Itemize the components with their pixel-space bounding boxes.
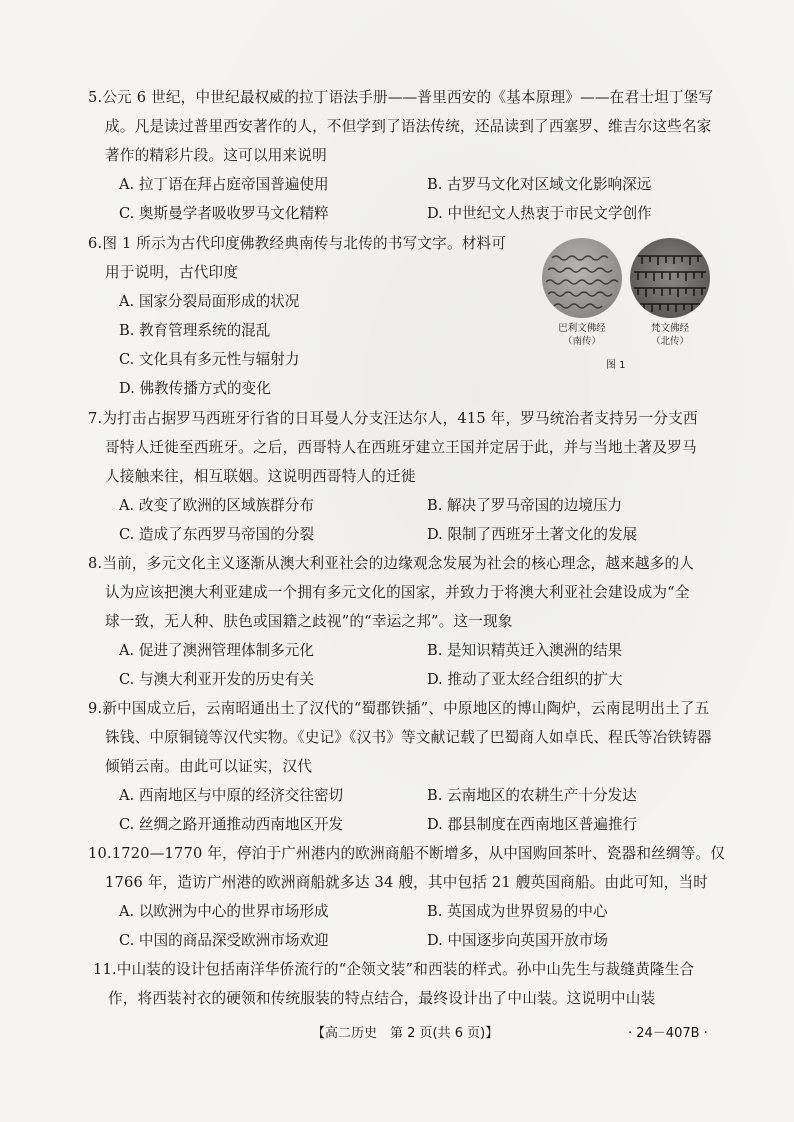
- caption-sanskrit-title: 梵文佛经: [650, 323, 689, 334]
- q10-stem-line1: 10.1720—1770 年，停泊于广州港内的欧洲商船不断增多，从中国购回茶叶、瓷器和丝绸等。仅: [88, 845, 726, 862]
- q5-stem-line3: 著作的精彩片段。这可以用来说明: [105, 147, 327, 164]
- q9-stem-line3: 倾销云南。由此可以证实，汉代: [105, 758, 313, 775]
- q11-stem-line1: 11.中山装的设计包括南洋华侨流行的“企领文装”和西装的样式。孙中山先生与裁缝黄隆生合: [93, 961, 695, 978]
- q8-stem-line3: 球一致，无人种、肤色或国籍之歧视”的“幸运之邦”。这一现象: [105, 613, 513, 630]
- page-footer-subject: 【高二历史 第 2 页(共 6 页)】: [312, 1026, 499, 1041]
- q6-stem-line2: 用于说明，古代印度: [105, 264, 239, 281]
- q9-option-c: C. 丝绸之路开通推动西南地区开发: [119, 816, 344, 833]
- q10-option-b: B. 英国成为世界贸易的中心: [427, 903, 608, 920]
- q5-stem-line1: 5.公元 6 世纪，中世纪最权威的拉丁语法手册——普里西安的《基本原理》——在君士坦丁堡写: [88, 89, 714, 106]
- figure-caption-pali: [542, 322, 622, 348]
- q7-stem-line2: 哥特人迁徙至西班牙。之后，西哥特人在西班牙建立王国并定居于此，并与当地土著及罗马: [105, 439, 697, 456]
- q5-option-c: C. 奥斯曼学者吸收罗马文化精粹: [119, 205, 329, 222]
- caption-pali-note: （南传）: [562, 336, 601, 347]
- q8-option-a: A. 促进了澳洲管理体制多元化: [119, 642, 314, 659]
- q11-stem-line2: 作，将西装衬衣的硬领和传统服装的特点结合，最终设计出了中山装。这说明中山装: [108, 990, 656, 1007]
- q9-option-b: B. 云南地区的农耕生产十分发达: [427, 787, 637, 804]
- pali-script-image: [542, 238, 622, 318]
- sanskrit-script-image: [630, 238, 710, 318]
- q10-option-d: D. 中国逐步向英国开放市场: [427, 932, 608, 949]
- q5-option-b: B. 古罗马文化对区域文化影响深远: [427, 176, 652, 193]
- q10-stem-line2: 1766 年，造访广州港的欧洲商船就多达 34 艘，其中包括 21 艘英国商船。由此可知，当时: [105, 874, 709, 891]
- q9-option-a: A. 西南地区与中原的经济交往密切: [119, 787, 344, 804]
- q8-option-d: D. 推动了亚太经合组织的扩大: [427, 671, 623, 688]
- q7-option-b: B. 解决了罗马帝国的边境压力: [427, 497, 623, 514]
- caption-pali-title: 巴利文佛经: [558, 323, 606, 334]
- caption-sanskrit-note: （北传）: [650, 336, 689, 347]
- q9-stem-line2: 铢钱、中原铜镜等汉代实物。《史记》《汉书》等文献记载了巴蜀商人如卓氏、程氏等冶铁铸器: [105, 729, 712, 746]
- q9-option-d: D. 郡县制度在西南地区普遍推行: [427, 816, 638, 833]
- q6-option-c: C. 文化具有多元性与辐射力: [119, 351, 300, 368]
- q9-stem-line1: 9.新中国成立后，云南昭通出土了汉代的“蜀郡铁插”、中原地区的博山陶炉，云南昆明出土了五: [88, 700, 710, 717]
- page-footer-code: · 24－407B ·: [628, 1026, 708, 1041]
- q7-option-c: C. 造成了东西罗马帝国的分裂: [119, 526, 315, 543]
- q10-option-a: A. 以欧洲为中心的世界市场形成: [119, 903, 329, 920]
- q8-option-c: C. 与澳大利亚开发的历史有关: [119, 671, 315, 688]
- figure-1-scripts: [540, 236, 715, 376]
- q7-stem-line1: 7.为打击占据罗马西班牙行省的日耳曼人分支汪达尔人，415 年，罗马统治者支持另一分支西: [88, 410, 698, 427]
- q5-option-d: D. 中世纪文人热衷于市民文学创作: [427, 205, 652, 222]
- q6-option-a: A. 国家分裂局面形成的状况: [119, 293, 300, 310]
- q5-stem-line2: 成。凡是读过普里西安著作的人，不但学到了语法传统，还品读到了西塞罗、维吉尔这些名家: [105, 118, 712, 135]
- figure-caption-sanskrit: [630, 322, 710, 348]
- q8-stem-line2: 认为应该把澳大利亚建成一个拥有多元文化的国家，并致力于将澳大利亚社会建设成为“全: [105, 584, 690, 601]
- q6-option-d: D. 佛教传播方式的变化: [119, 380, 271, 397]
- q8-stem-line1: 8.当前，多元文化主义逐渐从澳大利亚社会的边缘观念发展为社会的核心理念，越来越多的人: [88, 555, 695, 572]
- q10-option-c: C. 中国的商品深受欧洲市场欢迎: [119, 932, 329, 949]
- q6-stem-line1: 6.图 1 所示为古代印度佛教经典南传与北传的书写文字。材料可: [88, 235, 507, 252]
- q7-stem-line3: 人接触来往，相互联姻。这说明西哥特人的迁徙: [105, 468, 416, 485]
- figure-label: 图 1: [606, 360, 626, 371]
- q8-option-b: B. 是知识精英迁入澳洲的结果: [427, 642, 623, 659]
- q6-option-b: B. 教育管理系统的混乱: [119, 322, 271, 339]
- q7-option-d: D. 限制了西班牙土著文化的发展: [427, 526, 638, 543]
- q7-option-a: A. 改变了欧洲的区域族群分布: [119, 497, 314, 514]
- q5-option-a: A. 拉丁语在拜占庭帝国普遍使用: [119, 176, 329, 193]
